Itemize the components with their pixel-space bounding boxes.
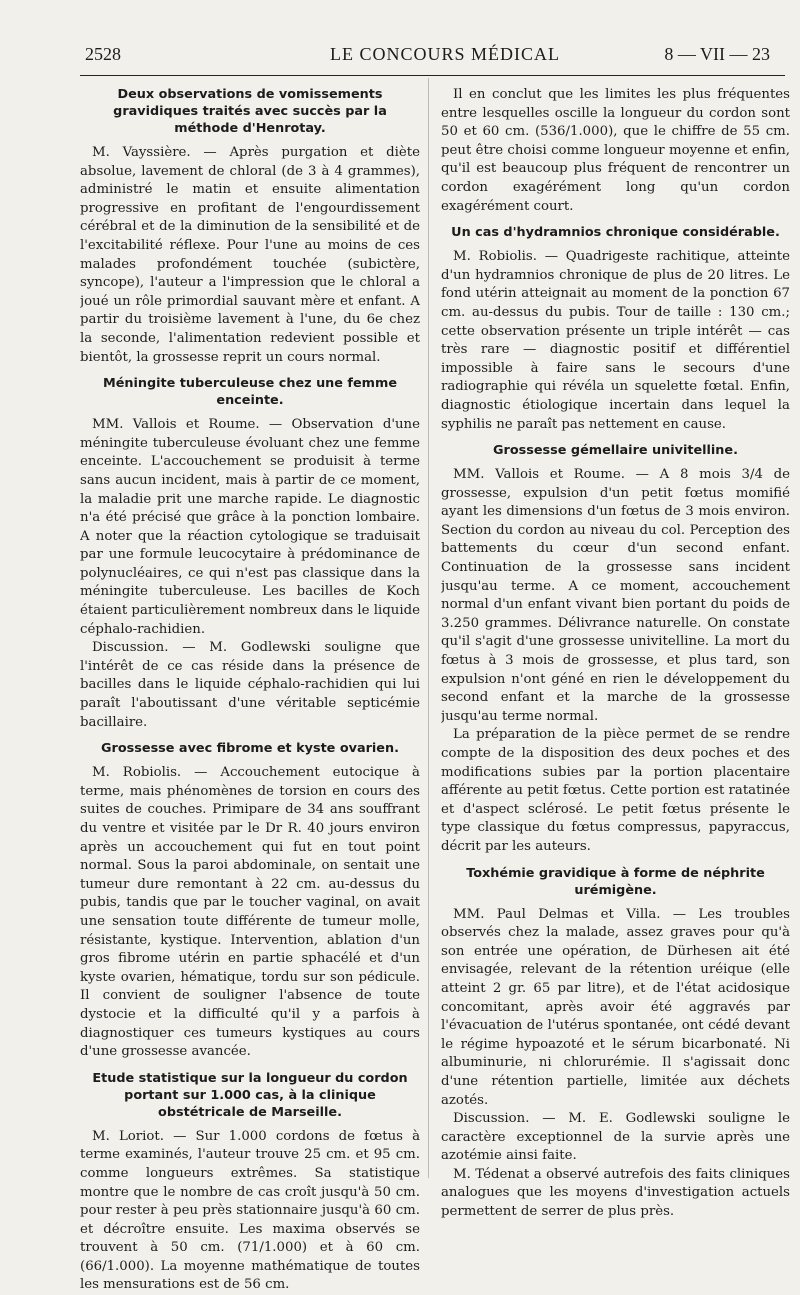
paragraph: M. Loriot. — Sur 1.000 cordons de fœtus à terme examinés, l'auteur trouve 25 cm. et 95 cm. comme longueurs extrêmes. Sa statistique montre que le nombre de cas croît jusqu'à 50 cm. pour rester à peu près stationnaire jusqu'à 60 cm. et décroître ensuite. Les maxima observés se trouvent à 50 cm. (71/1.000) et à 60 cm. (66/1.000). La moyenne mathématique de toutes les mensurations est de 56 cm. [80, 1128, 420, 1293]
paragraph: M. Vayssière. — Après purgation et diète absolue, lavement de chloral (de 3 à 4 grammes), administré le matin et ensuite alimentation progressive en profitant de l'engourdissement cérébral et de la diminution de la sensibilité et de l'excitabilité réflexe. Pour l'une au moins de ces malades profondément touchée (subictère, syncope), l'auteur a l'impression que le chloral a joué un rôle primordial sauvant mère et enfant. A partir du troisième lavement à l'une, du 6e chez la seconde, l'alimentation redevient possible et bientôt, la grossesse reprit un cours normal. [80, 145, 420, 365]
section-title: Etude statistique sur la longueur du cordon portant sur 1.000 cas, à la clinique obstétricale de Marseille. [92, 1070, 408, 1120]
header-rule [80, 75, 785, 76]
paragraph: La préparation de la pièce permet de se rendre compte de la disposition des deux poches et des modifications subies par la portion placentaire afférente au petit fœtus. Cette portion est ratatinée et d'aspect sclérosé. Le petit fœtus présente le type classique du fœtus compressus, papyraccus, décrit par les auteurs. [441, 727, 790, 854]
section-title: Toxhémie gravidique à forme de néphrite urémigène. [466, 865, 765, 898]
column-divider [428, 78, 429, 1178]
paragraph: Il en conclut que les limites les plus fréquentes entre lesquelles oscille la longueur du cordon sont 50 et 60 cm. (536/1.000), que le chiffre de 55 cm. peut être choisi comme longueur moyenne et enfin, qu'il est beaucoup plus fréquent de rencontrer un cordon exagérément long qu'un cordon exagérément court. [441, 87, 790, 214]
section-title: Deux observations de vomissements gravidiques traités avec succès par la méthode d'Henrotay. [113, 87, 387, 136]
section-title: Grossesse avec fibrome et kyste ovarien. [101, 741, 399, 757]
issue-date: 8 — VII — 23 [664, 44, 770, 64]
paragraph: M. Robiolis. — Accouchement eutocique à terme, mais phénomènes de torsion en cours des suites de couches. Primipare de 34 ans souffrant du ventre et visitée par le Dr R. 40 jours environ après un accouchement qui fut en tout point normal. Sous la paroi abdominale, on sentait une tumeur dure remontant à 22 cm. au-dessus du pubis, tandis que par le toucher vaginal, on avait une sensation toute différente de tumeur molle, résistante, kystique. Intervention, ablation d'un gros fibrome utérin en partie sphacélé et d'un kyste ovarien, hématique, tordu sur son pédicule. Il convient de souligner l'absence de toute dystocie et la difficulté qu'il y a parfois à diagnostiquer ces tumeurs kystiques au cours d'une grossesse avancée. [80, 765, 420, 1060]
journal-title: LE CONCOURS MÉDICAL [330, 44, 561, 64]
right-column [441, 86, 790, 1222]
paragraph: M. Tédenat a observé autrefois des faits cliniques analogues que les moyens d'investigation actuels permettent de serrer de plus près. [441, 1166, 790, 1220]
paragraph: M. Robiolis. — Quadrigeste rachitique, atteinte d'un hydramnios chronique de plus de 20 litres. Le fond utérin atteignait au moment de la ponction 67 cm. au-dessus du pubis. Tour de taille : 130 cm.; cette observation présente un triple intérêt — cas très rare — diagnostic positif et différentiel impossible à faire sans le secours d'une radiographie qui révéla un squelette fœtal. Enfin, diagnostic étiologique incertain dans lequel la syphilis ne paraît pas nettement en cause. [441, 249, 790, 432]
paragraph: MM. Vallois et Roume. — A 8 mois 3/4 de grossesse, expulsion d'un petit fœtus momifié ayant les dimensions d'un fœtus de 3 mois environ. Section du cordon au niveau du col. Perception des battements du cœur d'un second enfant. Continuation de la grossesse sans incident jusqu'au terme. A ce moment, accouchement normal d'un enfant vivant bien portant du poids de 3.250 grammes. Délivrance naturelle. On constate qu'il s'agit d'une grossesse univitelline. La mort du fœtus à 3 mois de grossesse, et plus tard, son expulsion n'ont géné en rien le développement du second enfant et la marche de la grossesse jusqu'au terme normal. [441, 467, 790, 724]
left-column [80, 86, 420, 1295]
paragraph: Discussion. — M. E. Godlewski souligne le caractère exceptionnel de la survie après une azotémie ainsi faite. [441, 1111, 790, 1164]
paragraph: MM. Paul Delmas et Villa. — Les troubles observés chez la malade, assez graves pour qu'à son entrée une opération, de Dürhesen ait été envisagée, relevant de la rétention uréique (elle atteint 2 gr. 65 par litre), et de l'état acidosique concomitant, après avoir été aggravés par l'évacuation de l'utérus spontanée, ont cédé devant le régime hypoazoté et le sérum bicarbonaté. Ni albuminurie, ni chlorurémie. Il s'agissait donc d'une rétention partielle, limitée aux déchets azotés. [441, 906, 790, 1108]
paragraph: MM. Vallois et Roume. — Observation d'une méningite tuberculeuse évoluant chez une femme enceinte. L'accouchement se produisit à terme sans aucun incident, mais à partir de ce moment, la maladie prit une marche rapide. Le diagnostic n'a été précisé que grâce à la ponction lombaire. A noter que la réaction cytologique se traduisait par une formule leucocytaire à prédominance de polynucléaires, ce qui n'est pas classique dans la méningite tuberculeuse. Les bacilles de Koch étaient particulièrement nombreux dans le liquide céphalo-rachidien. [80, 417, 420, 637]
paragraph: Discussion. — M. Godlewski souligne que l'intérêt de ce cas réside dans la présence de bacilles dans le liquide céphalo-rachidien qui lui paraît l'aboutissant d'une véritable septicémie bacillaire. [80, 640, 420, 730]
section-title: Un cas d'hydramnios chronique considérable. [451, 225, 780, 241]
page-number: 2528 [85, 44, 121, 64]
section-title: Méningite tuberculeuse chez une femme enceinte. [102, 376, 398, 409]
section-title: Grossesse gémellaire univitelline. [493, 443, 738, 459]
page-header [80, 44, 780, 70]
